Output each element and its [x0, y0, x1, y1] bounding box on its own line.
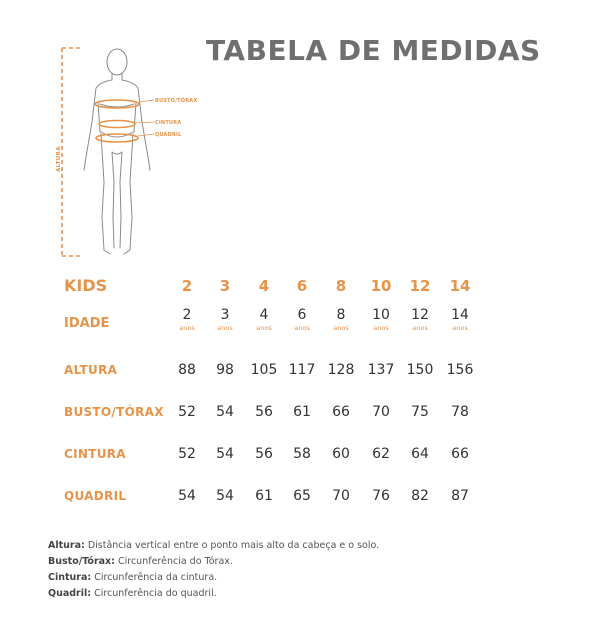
- note-item: [48, 538, 379, 554]
- body-measurement-illustration: [54, 42, 214, 264]
- quadril-label: QUADRIL: [155, 132, 182, 138]
- kids-label: KIDS: [64, 276, 108, 295]
- table-cell: 150: [406, 362, 434, 378]
- table-row: [0, 404, 600, 434]
- size-cell: 12: [409, 277, 431, 295]
- table-cell: 61: [255, 488, 273, 504]
- table-cell: 52: [178, 446, 196, 462]
- note-text: Circunferência da cintura.: [91, 572, 218, 583]
- table-cell: 70: [372, 404, 390, 420]
- table-cell: 87: [451, 488, 469, 504]
- age-value: 10: [372, 307, 390, 323]
- row-label-cintura: CINTURA: [64, 447, 126, 461]
- age-unit: anos: [179, 324, 195, 332]
- height-bracket: [62, 48, 82, 256]
- age-value: 8: [336, 307, 346, 323]
- age-cell: [361, 308, 401, 332]
- note-item: [48, 586, 379, 602]
- idade-label: IDADE: [64, 316, 110, 331]
- measurement-notes: [48, 538, 379, 602]
- table-cell: 64: [411, 446, 429, 462]
- table-cell: 78: [451, 404, 469, 420]
- age-unit: anos: [217, 324, 233, 332]
- age-row: [0, 270, 600, 332]
- table-cell: 60: [332, 446, 350, 462]
- table-cell: 62: [372, 446, 390, 462]
- table-cell: 88: [178, 362, 196, 378]
- row-label-altura: ALTURA: [64, 363, 118, 377]
- age-unit: anos: [412, 324, 428, 332]
- age-unit: anos: [294, 324, 310, 332]
- note-text: Distância vertical entre o ponto mais alto da cabeça e o solo.: [84, 540, 380, 551]
- age-cell: [282, 308, 322, 332]
- table-cell: 70: [332, 488, 350, 504]
- altura-label: ALTURA: [56, 146, 62, 172]
- age-value: 14: [451, 307, 469, 323]
- table-cell: 58: [293, 446, 311, 462]
- table-cell: 156: [446, 362, 474, 378]
- table-cell: 54: [178, 488, 196, 504]
- busto-label: BUSTO/TÓRAX: [155, 98, 198, 104]
- size-cell: 3: [219, 277, 231, 295]
- cintura-label: CINTURA: [155, 120, 182, 126]
- age-cell: [400, 308, 440, 332]
- size-cell: 14: [449, 277, 471, 295]
- age-value: 4: [259, 307, 269, 323]
- table-cell: 75: [411, 404, 429, 420]
- note-text: Circunferência do quadril.: [91, 588, 217, 599]
- age-value: 12: [411, 307, 429, 323]
- table-cell: 56: [255, 446, 273, 462]
- table-cell: 128: [327, 362, 355, 378]
- table-cell: 54: [216, 446, 234, 462]
- size-cell: 8: [335, 277, 347, 295]
- size-cell: 4: [258, 277, 270, 295]
- table-cell: 54: [216, 488, 234, 504]
- age-unit: anos: [452, 324, 468, 332]
- age-cell: [321, 308, 361, 332]
- age-cell: [167, 308, 207, 332]
- body-outline: [84, 49, 150, 254]
- table-cell: 52: [178, 404, 196, 420]
- note-term: Quadril:: [48, 588, 92, 599]
- note-text: Circunferência do Tórax.: [114, 556, 233, 567]
- size-cell: 2: [181, 277, 193, 295]
- size-cell: 10: [370, 277, 392, 295]
- table-cell: 76: [372, 488, 390, 504]
- page-title: TABELA DE MEDIDAS: [206, 34, 541, 67]
- measurement-loops: [95, 100, 139, 142]
- age-unit: anos: [256, 324, 272, 332]
- note-term: Altura:: [48, 540, 85, 551]
- table-cell: 82: [411, 488, 429, 504]
- table-cell: 117: [288, 362, 316, 378]
- table-row: [0, 446, 600, 476]
- note-item: [48, 554, 379, 570]
- note-item: [48, 570, 379, 586]
- table-cell: 137: [367, 362, 395, 378]
- row-label-busto: BUSTO/TÓRAX: [64, 405, 164, 419]
- size-cell: 6: [296, 277, 308, 295]
- table-cell: 56: [255, 404, 273, 420]
- age-unit: anos: [333, 324, 349, 332]
- row-label-quadril: QUADRIL: [64, 489, 127, 503]
- age-unit: anos: [373, 324, 389, 332]
- table-cell: 98: [216, 362, 234, 378]
- table-cell: 66: [451, 446, 469, 462]
- note-term: Cintura:: [48, 572, 92, 583]
- table-cell: 54: [216, 404, 234, 420]
- age-value: 3: [220, 307, 230, 323]
- age-value: 2: [182, 307, 192, 323]
- child-figure-icon: [54, 42, 214, 264]
- age-value: 6: [297, 307, 307, 323]
- note-term: Busto/Tórax:: [48, 556, 115, 567]
- table-cell: 105: [250, 362, 278, 378]
- age-cell: [244, 308, 284, 332]
- table-cell: 65: [293, 488, 311, 504]
- table-cell: 66: [332, 404, 350, 420]
- age-cell: [440, 308, 480, 332]
- table-row: [0, 362, 600, 392]
- table-row: [0, 488, 600, 518]
- age-cell: [205, 308, 245, 332]
- table-cell: 61: [293, 404, 311, 420]
